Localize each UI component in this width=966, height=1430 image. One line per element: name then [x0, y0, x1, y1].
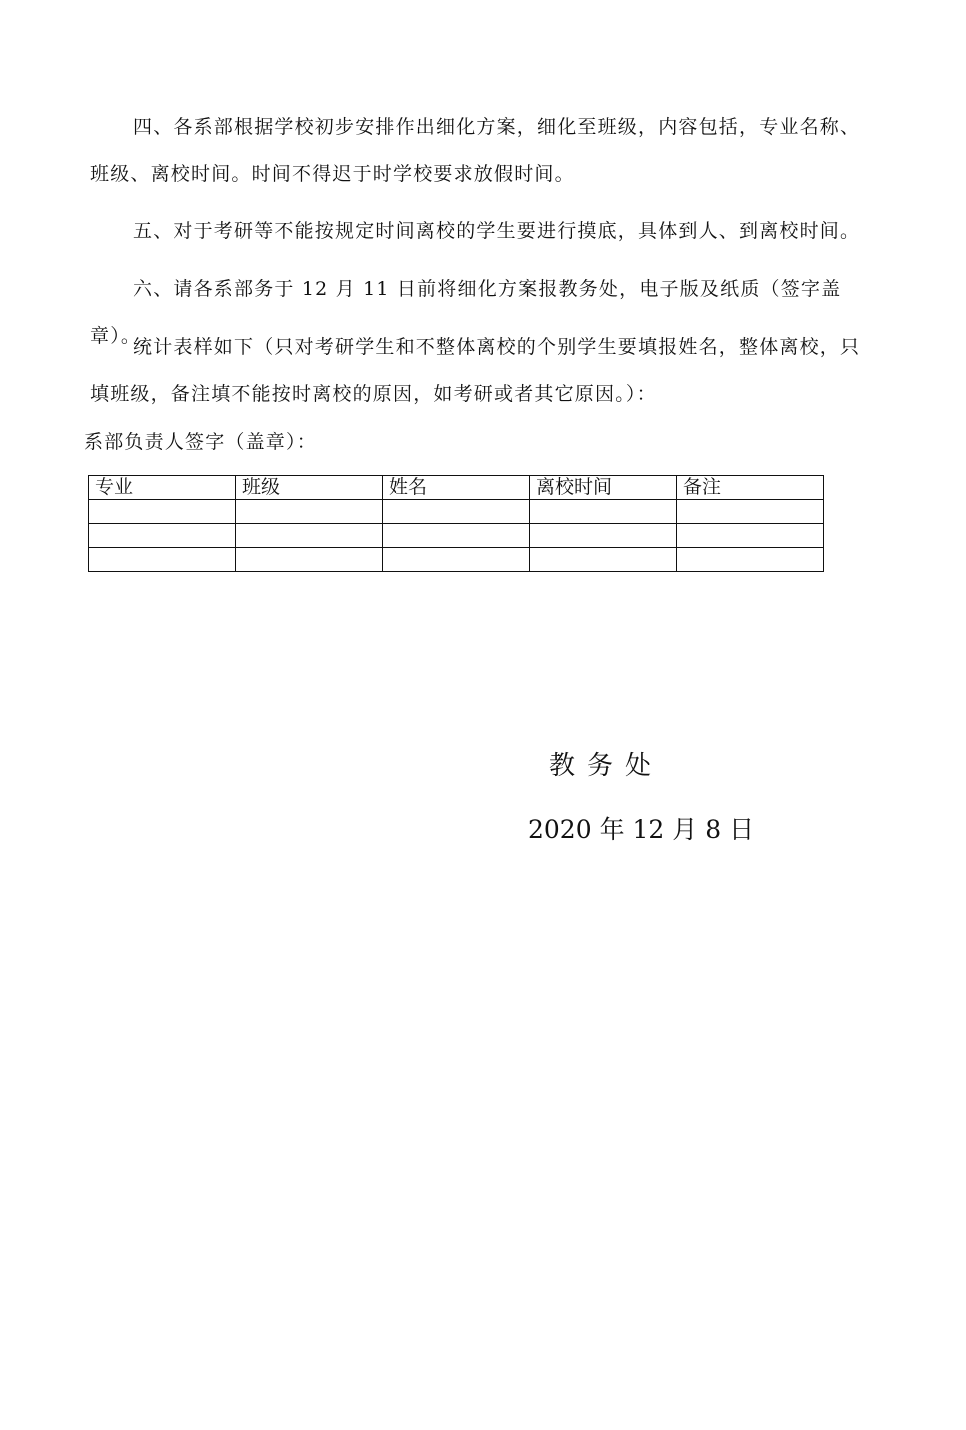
table-cell: [677, 500, 824, 524]
table-row: [89, 524, 824, 548]
column-header-class: 班级: [236, 476, 383, 500]
table-cell: [236, 524, 383, 548]
table-cell: [236, 500, 383, 524]
table-cell: [530, 548, 677, 572]
column-header-leave-time: 离校时间: [530, 476, 677, 500]
table-cell: [530, 524, 677, 548]
table-cell: [677, 548, 824, 572]
table-cell: [383, 500, 530, 524]
column-header-major: 专业: [89, 476, 236, 500]
table-header-row: [89, 476, 824, 500]
issue-date: 2020 年 12 月 8 日: [528, 815, 755, 844]
table-cell: [383, 524, 530, 548]
paragraph-item-4: 四、各系部根据学校初步安排作出细化方案，细化至班级，内容包括，专业名称、班级、离校时间。时间不得迟于时学校要求放假时间。: [90, 116, 861, 185]
table-cell: [89, 548, 236, 572]
paragraph-table-intro: 统计表样如下（只对考研学生和不整体离校的个别学生要填报姓名，整体离校，只填班级，备注填不能按时离校的原因，如考研或者其它原因。）：: [90, 336, 861, 405]
table-cell: [89, 500, 236, 524]
table-row: [89, 548, 824, 572]
table-cell: [530, 500, 677, 524]
column-header-name: 姓名: [383, 476, 530, 500]
paragraph-item-5: 五、对于考研等不能按规定时间离校的学生要进行摸底，具体到人、到离校时间。: [133, 220, 861, 242]
department-signature-line: 系部负责人签字（盖章）：: [84, 431, 317, 453]
table-row: [89, 500, 824, 524]
table-cell: [236, 548, 383, 572]
table-cell: [89, 524, 236, 548]
issuing-office: 教务处: [549, 751, 664, 781]
table-cell: [383, 548, 530, 572]
table-cell: [677, 524, 824, 548]
paragraph-item-6: 六、请各系部务于 12 月 11 日前将细化方案报教务处，电子版及纸质（签字盖章）。: [90, 278, 842, 347]
statistics-table: [88, 475, 824, 572]
column-header-remarks: 备注: [677, 476, 824, 500]
